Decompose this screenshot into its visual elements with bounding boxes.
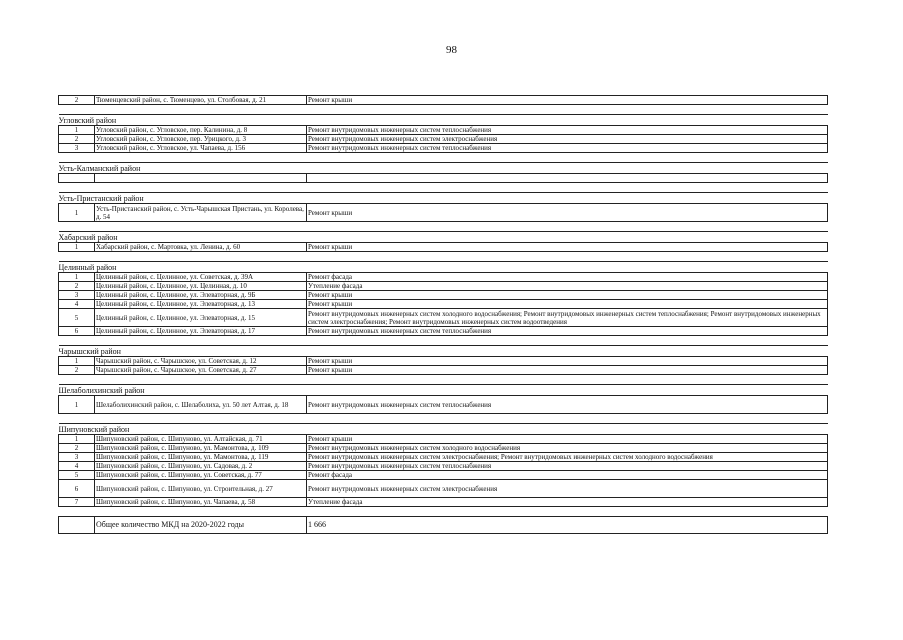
row-address: Шипуновский район, с. Шипуново, ул. Садовая, д. 2: [95, 462, 307, 471]
row-work: Утепление фасада: [307, 282, 828, 291]
table-row: [59, 291, 828, 300]
row-work: Ремонт внутридомовых инженерных систем теплоснабжения: [307, 462, 828, 471]
gap-cell: [59, 153, 828, 163]
row-address: Целинный район, с. Целинное, ул. Элеваторная, д. 9Б: [95, 291, 307, 300]
mkd-table: [58, 95, 828, 534]
row-work: Утепление фасада: [307, 498, 828, 507]
row-work: Ремонт крыши: [307, 357, 828, 366]
total-row: [59, 517, 828, 534]
gap-cell: [59, 375, 828, 385]
row-address: Чарышский район, с. Чарышское, ул. Советская, д. 27: [95, 366, 307, 375]
row-work: Ремонт фасада: [307, 273, 828, 282]
row-number: 2: [59, 366, 95, 375]
section-gap: [59, 183, 828, 193]
row-number: 1: [59, 435, 95, 444]
section-header: [59, 232, 828, 243]
row-address: Шипуновский район, с. Шипуново, ул. Мамонтова, д. 119: [95, 453, 307, 462]
section-title: Угловский район: [59, 115, 828, 126]
row-work: Ремонт внутридомовых инженерных систем холодного водоснабжения: [307, 444, 828, 453]
row-address: [95, 174, 307, 183]
row-address: Шипуновский район, с. Шипуново, ул. Алтайская, д. 71: [95, 435, 307, 444]
gap-cell: [59, 105, 828, 115]
table-row: [59, 366, 828, 375]
row-address: Целинный район, с. Целинное, ул. Элеваторная, д. 15: [95, 309, 307, 327]
row-work: Ремонт внутридомовых инженерных систем электроснабжения: [307, 480, 828, 498]
row-number: 1: [59, 357, 95, 366]
table-row: [59, 480, 828, 498]
row-work: Ремонт внутридомовых инженерных систем холодного водоснабжения; Ремонт внутридомовых инженерных систем теплоснабжения; Ремонт внутридомовых инженерных систем электроснабжения; Ремонт внутридомовых инженерных систем водоотведения: [307, 309, 828, 327]
row-work: Ремонт крыши: [307, 291, 828, 300]
section-title: Чарышский район: [59, 346, 828, 357]
section-header: [59, 163, 828, 174]
row-number: 4: [59, 300, 95, 309]
row-number: 6: [59, 327, 95, 336]
row-number: 5: [59, 471, 95, 480]
table-row: [59, 273, 828, 282]
section-gap: [59, 222, 828, 232]
table-row: [59, 282, 828, 291]
section-title: Шелаболихинский район: [59, 385, 828, 396]
table-row: [59, 96, 828, 105]
section-header: [59, 193, 828, 204]
row-number: 1: [59, 396, 95, 414]
table-row: [59, 174, 828, 183]
section-title: Усть-Калманский район: [59, 163, 828, 174]
section-title: Хабарский район: [59, 232, 828, 243]
row-work: Ремонт фасада: [307, 471, 828, 480]
row-work: Ремонт внутридомовых инженерных систем электроснабжения; Ремонт внутридомовых инженерных систем холодного водоснабжения: [307, 453, 828, 462]
gap-cell: [59, 252, 828, 262]
section-header: [59, 346, 828, 357]
row-work: Ремонт крыши: [307, 204, 828, 222]
table-body: [59, 96, 828, 534]
section-gap: [59, 153, 828, 163]
row-work: [307, 174, 828, 183]
row-address: Угловский район, с. Угловское, пер. Урицкого, д. 3: [95, 135, 307, 144]
section-header: [59, 262, 828, 273]
row-work: Ремонт крыши: [307, 243, 828, 252]
section-gap: [59, 507, 828, 517]
section-title: Целинный район: [59, 262, 828, 273]
row-address: Целинный район, с. Целинное, ул. Элеваторная, д. 17: [95, 327, 307, 336]
table-row: [59, 309, 828, 327]
row-work: Ремонт внутридомовых инженерных систем электроснабжения: [307, 135, 828, 144]
gap-cell: [59, 183, 828, 193]
row-number: 3: [59, 144, 95, 153]
section-gap: [59, 414, 828, 424]
row-number: 7: [59, 498, 95, 507]
row-number: 6: [59, 480, 95, 498]
row-address: Угловский район, с. Угловское, пер. Калинина, д. 8: [95, 126, 307, 135]
row-work: Ремонт внутридомовых инженерных систем теплоснабжения: [307, 327, 828, 336]
table-row: [59, 357, 828, 366]
row-work: Ремонт крыши: [307, 300, 828, 309]
row-address: Шелаболихинский район, с. Шелаболиха, ул. 50 лет Алтая, д. 18: [95, 396, 307, 414]
row-number: 2: [59, 282, 95, 291]
gap-cell: [59, 507, 828, 517]
row-address: Угловский район, с. Угловское, ул. Чапаева, д. 156: [95, 144, 307, 153]
row-number: 5: [59, 309, 95, 327]
row-number: 1: [59, 126, 95, 135]
row-work: Ремонт крыши: [307, 435, 828, 444]
row-work: Ремонт внутридомовых инженерных систем теплоснабжения: [307, 144, 828, 153]
row-address: Шипуновский район, с. Шипуново, ул. Чапаева, д. 58: [95, 498, 307, 507]
section-title: Усть-Пристанский район: [59, 193, 828, 204]
table-row: [59, 144, 828, 153]
table-row: [59, 435, 828, 444]
section-title: Шипуновский район: [59, 424, 828, 435]
gap-cell: [59, 222, 828, 232]
row-address: Целинный район, с. Целинное, ул. Элеваторная, д. 13: [95, 300, 307, 309]
row-address: Шипуновский район, с. Шипуново, ул. Строительная, д. 27: [95, 480, 307, 498]
row-number: 3: [59, 291, 95, 300]
row-number: [59, 174, 95, 183]
table-row: [59, 135, 828, 144]
section-gap: [59, 105, 828, 115]
section-header: [59, 424, 828, 435]
row-address: Целинный район, с. Целинное, ул. Целинная, д. 10: [95, 282, 307, 291]
row-work: Ремонт внутридомовых инженерных систем теплоснабжения: [307, 396, 828, 414]
row-address: Усть-Пристанский район, с. Усть-Чарышская Пристань, ул. Королева, д. 54: [95, 204, 307, 222]
document-table-container: [58, 95, 828, 534]
section-header: [59, 115, 828, 126]
row-number: 2: [59, 135, 95, 144]
row-number: 2: [59, 444, 95, 453]
row-address: Шипуновский район, с. Шипуново, ул. Советская, д. 77: [95, 471, 307, 480]
gap-cell: [59, 336, 828, 346]
page-number: 98: [446, 44, 457, 56]
table-row: [59, 396, 828, 414]
row-address: Целинный район, с. Целинное, ул. Советская, д. 39А: [95, 273, 307, 282]
row-number: 1: [59, 273, 95, 282]
row-number: 4: [59, 462, 95, 471]
section-gap: [59, 375, 828, 385]
row-work: Ремонт крыши: [307, 366, 828, 375]
row-number: 3: [59, 453, 95, 462]
table-row: [59, 126, 828, 135]
row-number: 1: [59, 204, 95, 222]
total-value: 1 666: [307, 517, 828, 534]
table-row: [59, 471, 828, 480]
table-row: [59, 444, 828, 453]
total-label: Общее количество МКД на 2020-2022 годы: [95, 517, 307, 534]
table-row: [59, 300, 828, 309]
row-address: Тюменцевский район, с. Тюменцево, ул. Столбовая, д. 21: [95, 96, 307, 105]
row-number: 1: [59, 243, 95, 252]
total-spacer: [59, 517, 95, 534]
section-gap: [59, 336, 828, 346]
table-row: [59, 243, 828, 252]
section-header: [59, 385, 828, 396]
row-work: Ремонт внутридомовых инженерных систем теплоснабжения: [307, 126, 828, 135]
table-row: [59, 204, 828, 222]
table-row: [59, 327, 828, 336]
gap-cell: [59, 414, 828, 424]
row-address: Чарышский район, с. Чарышское, ул. Советская, д. 12: [95, 357, 307, 366]
table-row: [59, 498, 828, 507]
table-row: [59, 453, 828, 462]
section-gap: [59, 252, 828, 262]
row-work: Ремонт крыши: [307, 96, 828, 105]
row-address: Хабарский район, с. Мартовка, ул. Ленина, д. 60: [95, 243, 307, 252]
row-address: Шипуновский район, с. Шипуново, ул. Мамонтова, д. 109: [95, 444, 307, 453]
row-number: 2: [59, 96, 95, 105]
table-row: [59, 462, 828, 471]
